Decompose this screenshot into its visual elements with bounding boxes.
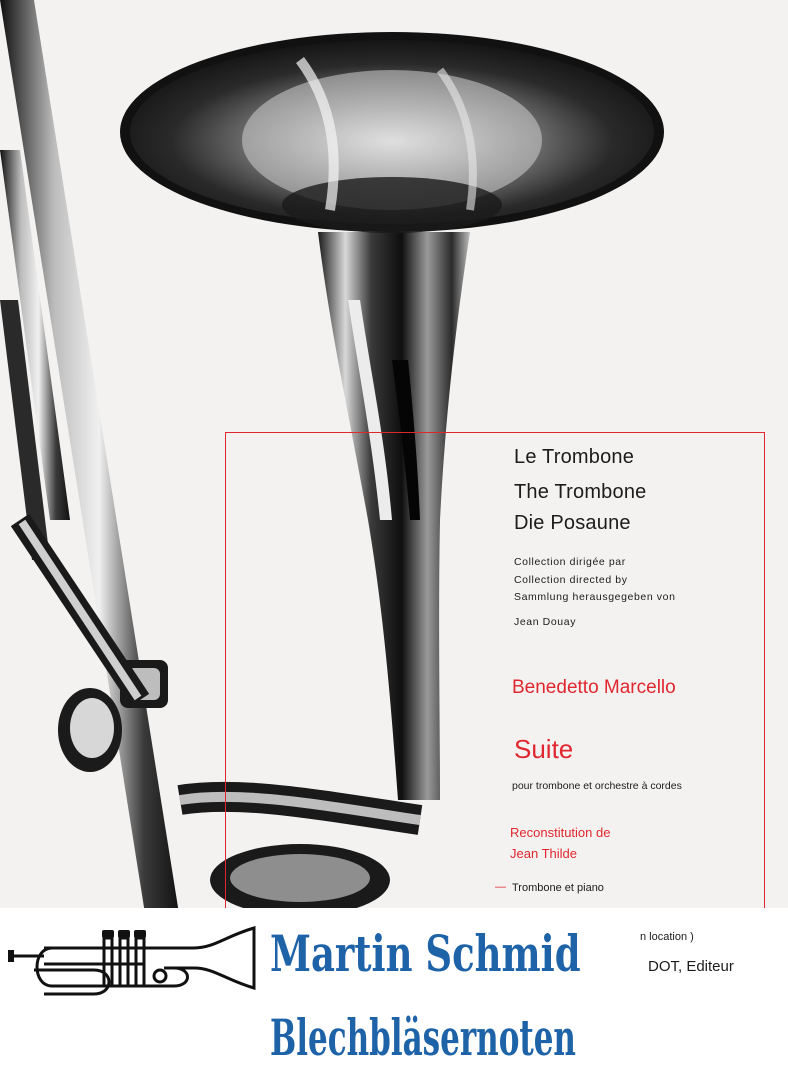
- watermark-line-2: Blechbläsernoten: [270, 1008, 576, 1067]
- watermark-line-1: Martin Schmid: [270, 924, 581, 983]
- work-title: Suite: [514, 734, 574, 764]
- reconstitution-label: Reconstitution de: [510, 825, 611, 840]
- watermark-banner: [0, 908, 788, 1080]
- publisher-name: DOT, Editeur: [648, 958, 734, 975]
- trumpet-logo-icon: [4, 918, 266, 1008]
- composer-name: Benedetto Marcello: [512, 677, 676, 698]
- series-title-fr: Le Trombone: [514, 446, 635, 468]
- edition-trombone-piano: Trombone et piano: [512, 882, 604, 894]
- collection-line-de: Sammlung herausgegeben von: [514, 591, 676, 603]
- series-title-de: Die Posaune: [514, 512, 631, 534]
- edition-dash: —: [495, 881, 506, 893]
- rental-note: n location ): [640, 931, 694, 943]
- collection-line-fr: Collection dirigée par: [514, 556, 626, 568]
- series-title-en: The Trombone: [514, 481, 647, 503]
- work-subtitle: pour trombone et orchestre à cordes: [512, 780, 682, 792]
- reconstitution-name: Jean Thilde: [510, 846, 577, 861]
- collection-line-en: Collection directed by: [514, 574, 628, 586]
- collection-editor: Jean Douay: [514, 616, 577, 628]
